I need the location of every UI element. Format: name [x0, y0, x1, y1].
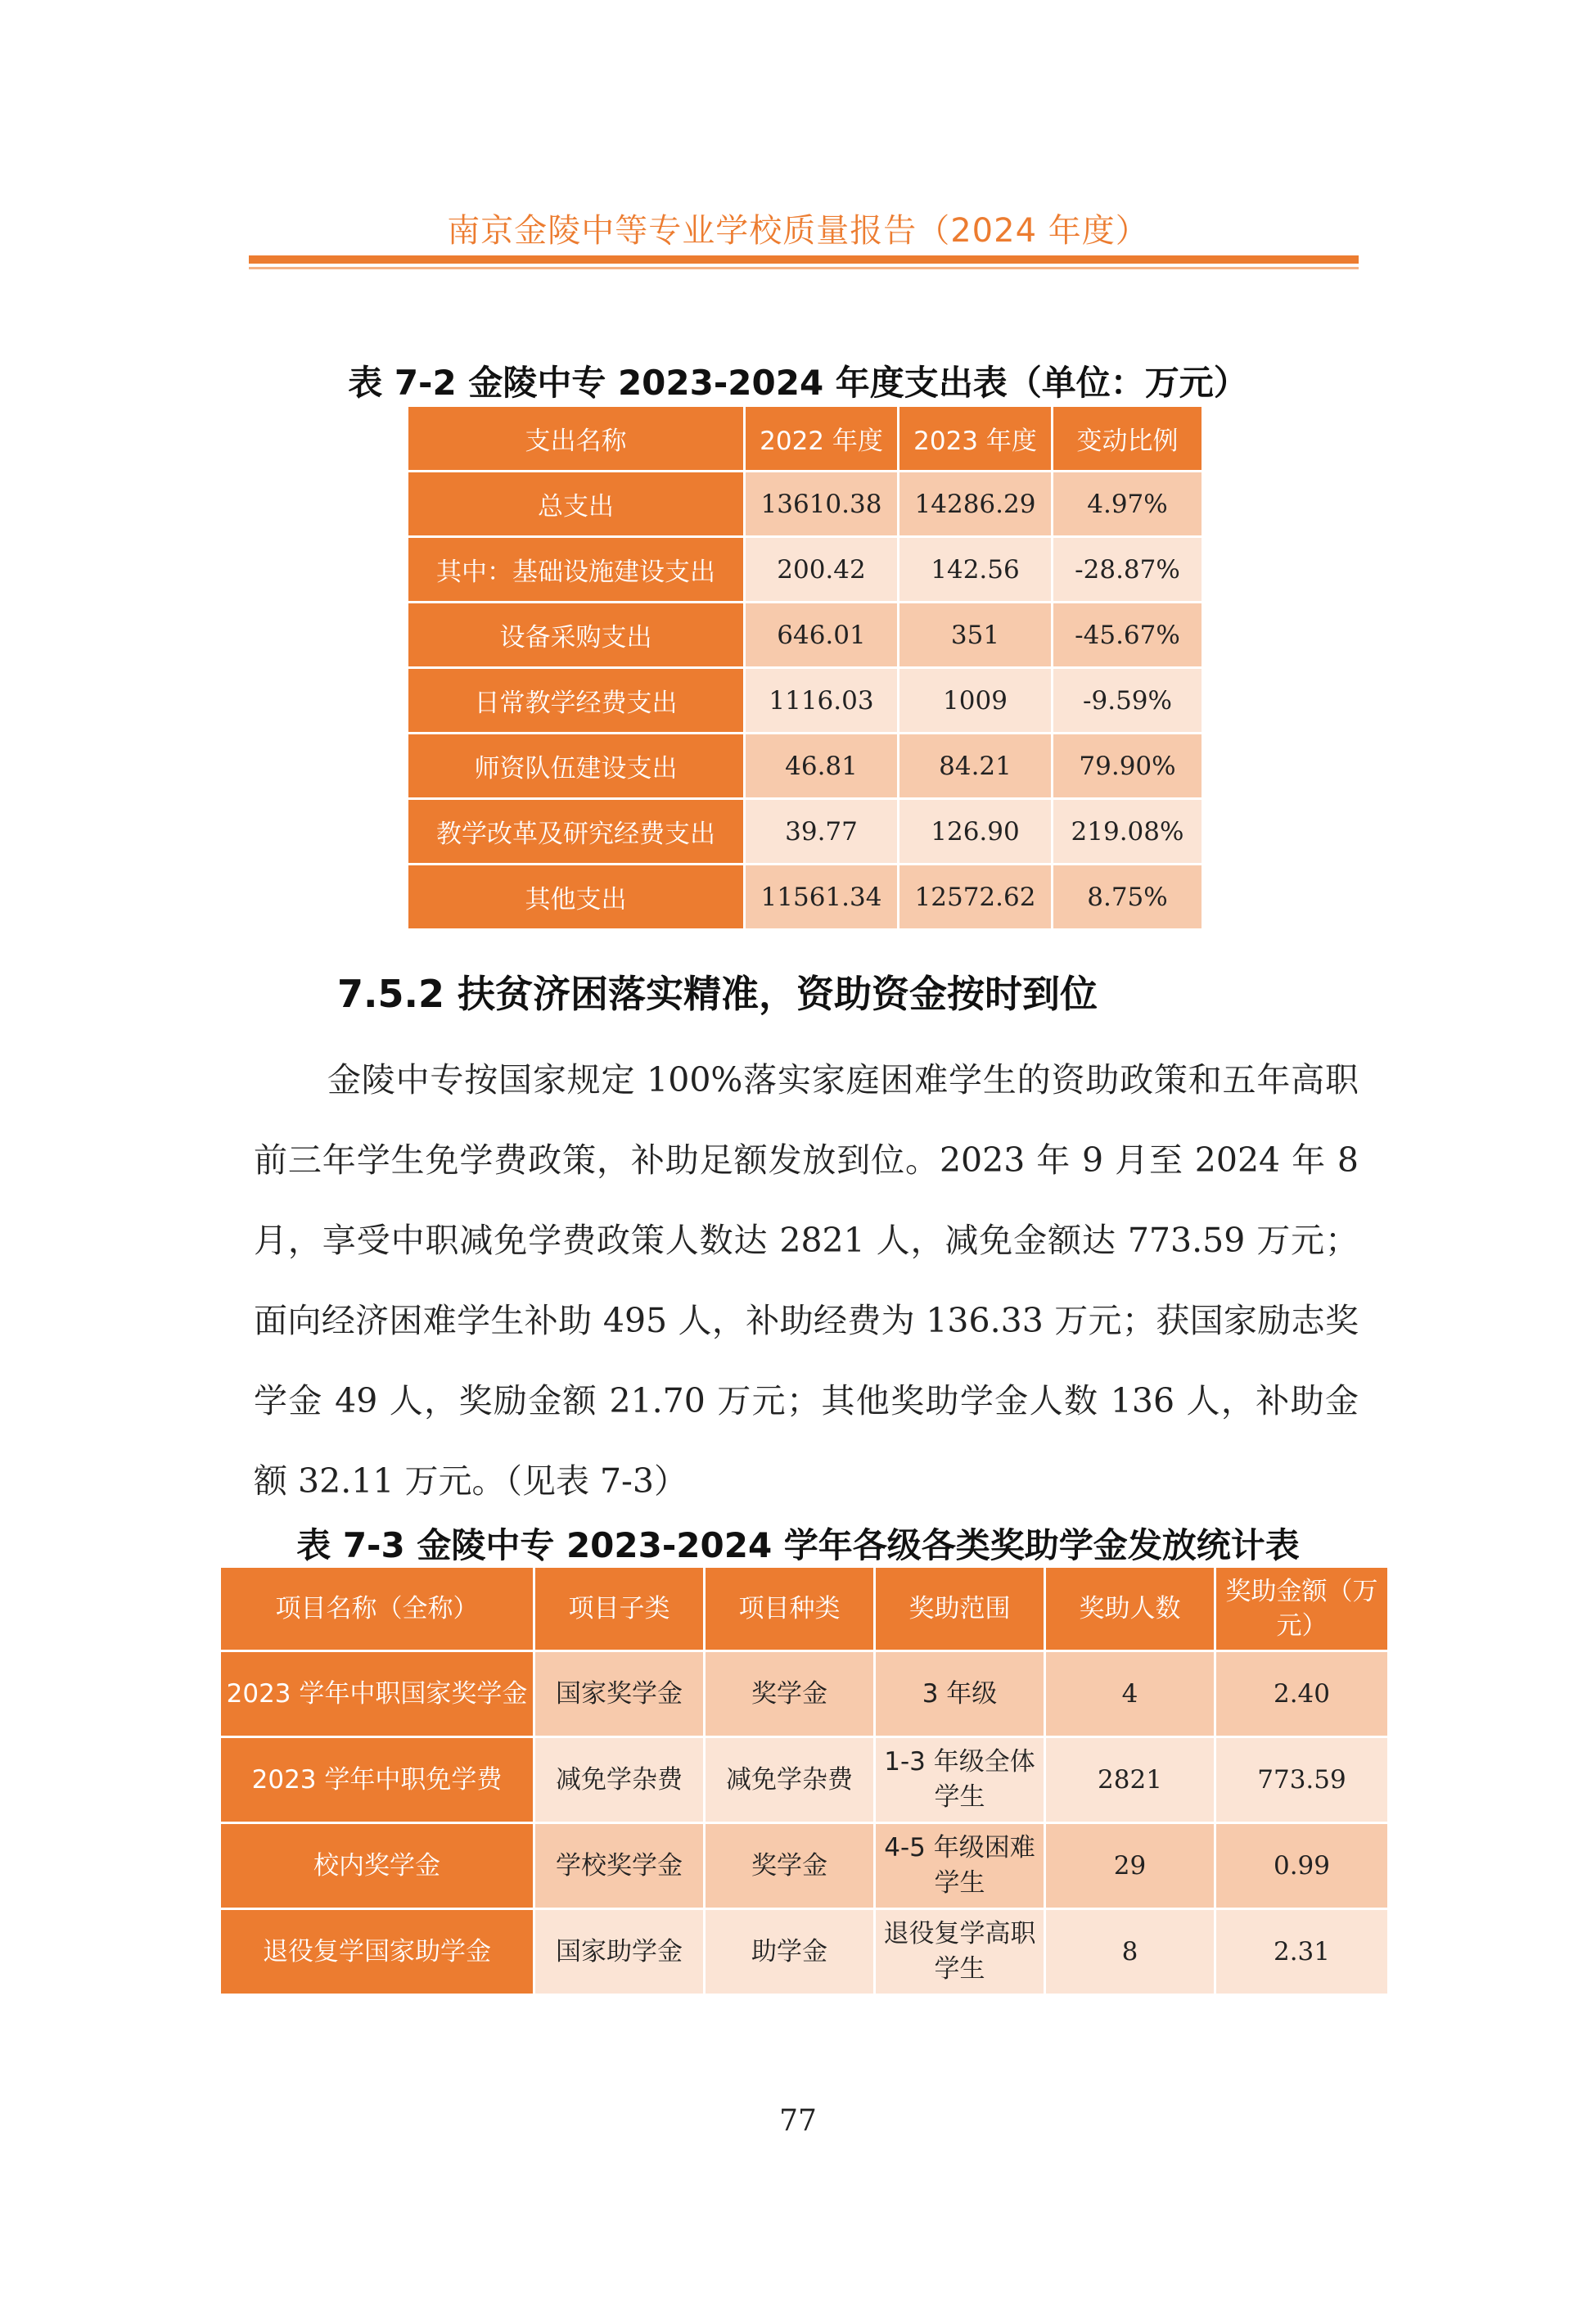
- paragraph-text: 金陵中专按国家规定 100%落实家庭困难学生的资助政策和五年高职前三年学生免学费政策，补助足额发放到位。2023 年 9 月至 2024 年 8 月，享受中职减免学费政策人数达 2821 人，减免金额达 773.59 万元；面向经济困难学生补助 495 人，补助经费为 136.33 万元；获国家励志奖学金 49 人，奖励金额 21.70 万元；其他奖助学金人数 136 人，补助金额 32.11 万元。（见表 7-3）: [254, 1060, 1359, 1501]
- body-paragraph: [254, 1040, 1359, 1521]
- value-2023: 142.56: [899, 537, 1053, 603]
- award-amount: 773.59: [1215, 1737, 1389, 1823]
- column-header: 变动比例: [1053, 406, 1203, 472]
- change-ratio: 219.08%: [1053, 799, 1203, 865]
- project-name: 2023 学年中职国家奖学金: [220, 1651, 534, 1737]
- project-subtype: 国家奖学金: [534, 1651, 705, 1737]
- row-label: 设备采购支出: [408, 603, 745, 668]
- project-subtype: 学校奖学金: [534, 1823, 705, 1909]
- column-header: 支出名称: [408, 406, 745, 472]
- award-amount: 0.99: [1215, 1823, 1389, 1909]
- table-row: [220, 1651, 1389, 1737]
- award-count: 29: [1045, 1823, 1215, 1909]
- project-kind: 奖学金: [705, 1651, 875, 1737]
- table-row: [220, 1737, 1389, 1823]
- project-subtype: 减免学杂费: [534, 1737, 705, 1823]
- award-scope: 4-5 年级困难学生: [875, 1823, 1045, 1909]
- award-amount: 2.40: [1215, 1651, 1389, 1737]
- header-divider-thin: [249, 267, 1359, 269]
- award-count: 2821: [1045, 1737, 1215, 1823]
- column-header: 项目名称（全称）: [220, 1567, 534, 1651]
- table-row: [408, 799, 1203, 865]
- header-divider: [249, 255, 1359, 264]
- value-2022: 46.81: [745, 734, 899, 799]
- table-row: [408, 472, 1203, 537]
- value-2023: 14286.29: [899, 472, 1053, 537]
- table-row: [408, 865, 1203, 930]
- column-header: 2023 年度: [899, 406, 1053, 472]
- table-row: [408, 734, 1203, 799]
- change-ratio: -45.67%: [1053, 603, 1203, 668]
- value-2022: 11561.34: [745, 865, 899, 930]
- award-count: 4: [1045, 1651, 1215, 1737]
- column-header: 2022 年度: [745, 406, 899, 472]
- project-kind: 减免学杂费: [705, 1737, 875, 1823]
- expenditure-table: [406, 404, 1204, 931]
- column-header: 奖助金额（万元）: [1215, 1567, 1389, 1651]
- project-kind: 奖学金: [705, 1823, 875, 1909]
- change-ratio: 4.97%: [1053, 472, 1203, 537]
- project-subtype: 国家助学金: [534, 1909, 705, 1995]
- project-name: 退役复学国家助学金: [220, 1909, 534, 1995]
- value-2023: 12572.62: [899, 865, 1053, 930]
- award-scope: 1-3 年级全体学生: [875, 1737, 1045, 1823]
- value-2023: 84.21: [899, 734, 1053, 799]
- table-7-2-caption: 表 7-2 金陵中专 2023-2024 年度支出表（单位：万元）: [348, 363, 1248, 403]
- value-2022: 646.01: [745, 603, 899, 668]
- row-label: 教学改革及研究经费支出: [408, 799, 745, 865]
- value-2022: 39.77: [745, 799, 899, 865]
- value-2022: 13610.38: [745, 472, 899, 537]
- row-label: 总支出: [408, 472, 745, 537]
- value-2023: 1009: [899, 668, 1053, 734]
- project-name: 校内奖学金: [220, 1823, 534, 1909]
- change-ratio: -9.59%: [1053, 668, 1203, 734]
- scholarship-table: [219, 1565, 1390, 1996]
- value-2023: 351: [899, 603, 1053, 668]
- change-ratio: 8.75%: [1053, 865, 1203, 930]
- row-label: 师资队伍建设支出: [408, 734, 745, 799]
- table-row: [220, 1823, 1389, 1909]
- award-scope: 退役复学高职学生: [875, 1909, 1045, 1995]
- award-amount: 2.31: [1215, 1909, 1389, 1995]
- change-ratio: 79.90%: [1053, 734, 1203, 799]
- value-2023: 126.90: [899, 799, 1053, 865]
- column-header: 项目子类: [534, 1567, 705, 1651]
- page-header-title: 南京金陵中等专业学校质量报告（2024 年度）: [447, 212, 1149, 250]
- table-header-row: [408, 406, 1203, 472]
- value-2022: 1116.03: [745, 668, 899, 734]
- page-number: 77: [779, 2104, 817, 2138]
- row-label: 日常教学经费支出: [408, 668, 745, 734]
- change-ratio: -28.87%: [1053, 537, 1203, 603]
- value-2022: 200.42: [745, 537, 899, 603]
- column-header: 项目种类: [705, 1567, 875, 1651]
- table-row: [408, 668, 1203, 734]
- column-header: 奖助范围: [875, 1567, 1045, 1651]
- project-name: 2023 学年中职免学费: [220, 1737, 534, 1823]
- column-header: 奖助人数: [1045, 1567, 1215, 1651]
- table-7-3-caption: 表 7-3 金陵中专 2023-2024 学年各级各类奖助学金发放统计表: [296, 1525, 1300, 1565]
- award-scope: 3 年级: [875, 1651, 1045, 1737]
- section-heading: 7.5.2 扶贫济困落实精准，资助资金按时到位: [337, 972, 1098, 1016]
- row-label: 其他支出: [408, 865, 745, 930]
- project-kind: 助学金: [705, 1909, 875, 1995]
- table-row: [408, 537, 1203, 603]
- table-header-row: [220, 1567, 1389, 1651]
- table-row: [408, 603, 1203, 668]
- award-count: 8: [1045, 1909, 1215, 1995]
- row-label: 其中：基础设施建设支出: [408, 537, 745, 603]
- table-row: [220, 1909, 1389, 1995]
